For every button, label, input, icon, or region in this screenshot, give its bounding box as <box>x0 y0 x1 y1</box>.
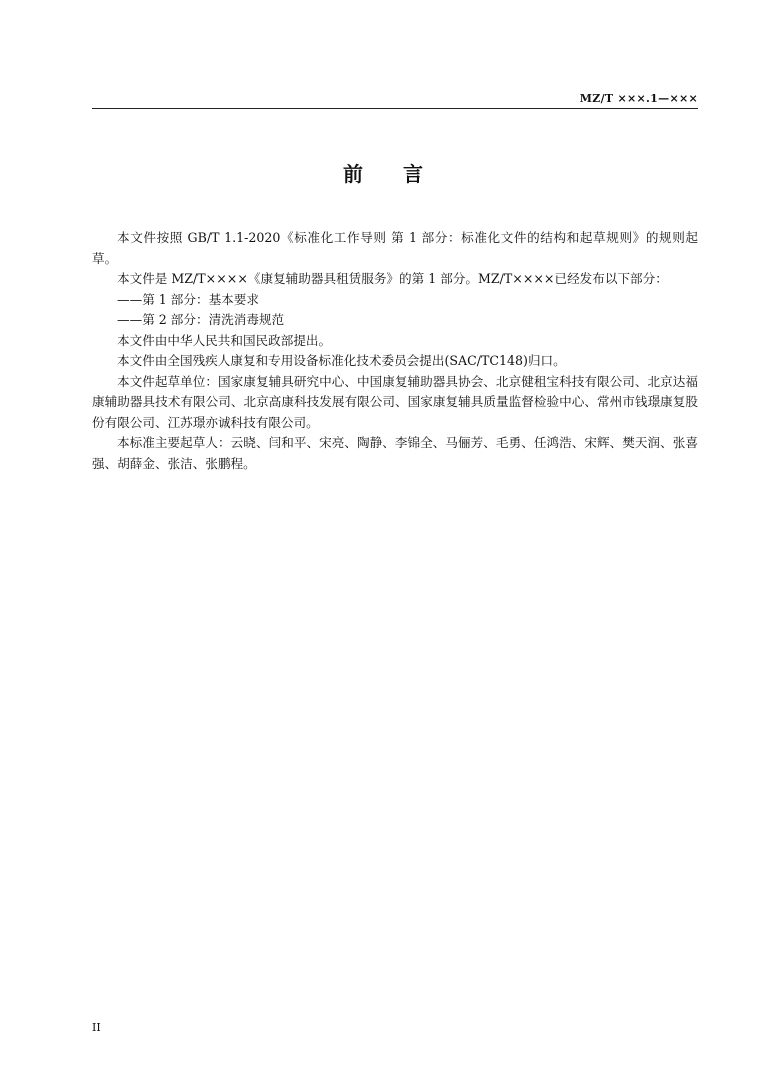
title-char-right: 言 <box>403 162 425 186</box>
title-char-left: 前 <box>343 162 365 186</box>
paragraph-drafting-units: 本文件起草单位：国家康复辅具研究中心、中国康复辅助器具协会、北京健租宝科技有限公司、北京达福康辅助器具技术有限公司、北京高康科技发展有限公司、国家康复辅具质量监督检验中心、常州市钱璟康复股份有限公司、江苏璟亦诚科技有限公司。 <box>92 373 698 430</box>
page-number: II <box>92 1021 101 1034</box>
paragraph-drafters: 本标准主要起草人：云晓、闫和平、宋亮、陶静、李锦全、马俪芳、毛勇、任鸿浩、宋辉、樊天润、张喜强、胡薛金、张洁、张鹏程。 <box>92 435 698 471</box>
standard-code: MZ/T ×××.1—××× <box>579 92 698 105</box>
list-item-part-1: ——第 1 部分：基本要求 <box>117 291 259 307</box>
paragraph-proposed-by: 本文件由中华人民共和国民政部提出。 <box>117 332 332 348</box>
foreword-body <box>92 228 698 474</box>
page-title <box>0 158 768 187</box>
header-divider <box>92 108 698 109</box>
list-item-part-2: ——第 2 部分：清洗消毒规范 <box>117 312 285 327</box>
paragraph-committee: 本文件由全国残疾人康复和专用设备标准化技术委员会提出(SAC/TC148)归口。 <box>117 353 566 368</box>
paragraph-drafting-rules: 本文件按照 GB/T 1.1-2020《标准化工作导则 第 1 部分：标准化文件的结构和起草规则》的规则起草。 <box>92 230 698 266</box>
paragraph-part-info: 本文件是 MZ/T××××《康复辅助器具租赁服务》的第 1 部分。MZ/T××××已经发布以下部分： <box>117 271 668 286</box>
